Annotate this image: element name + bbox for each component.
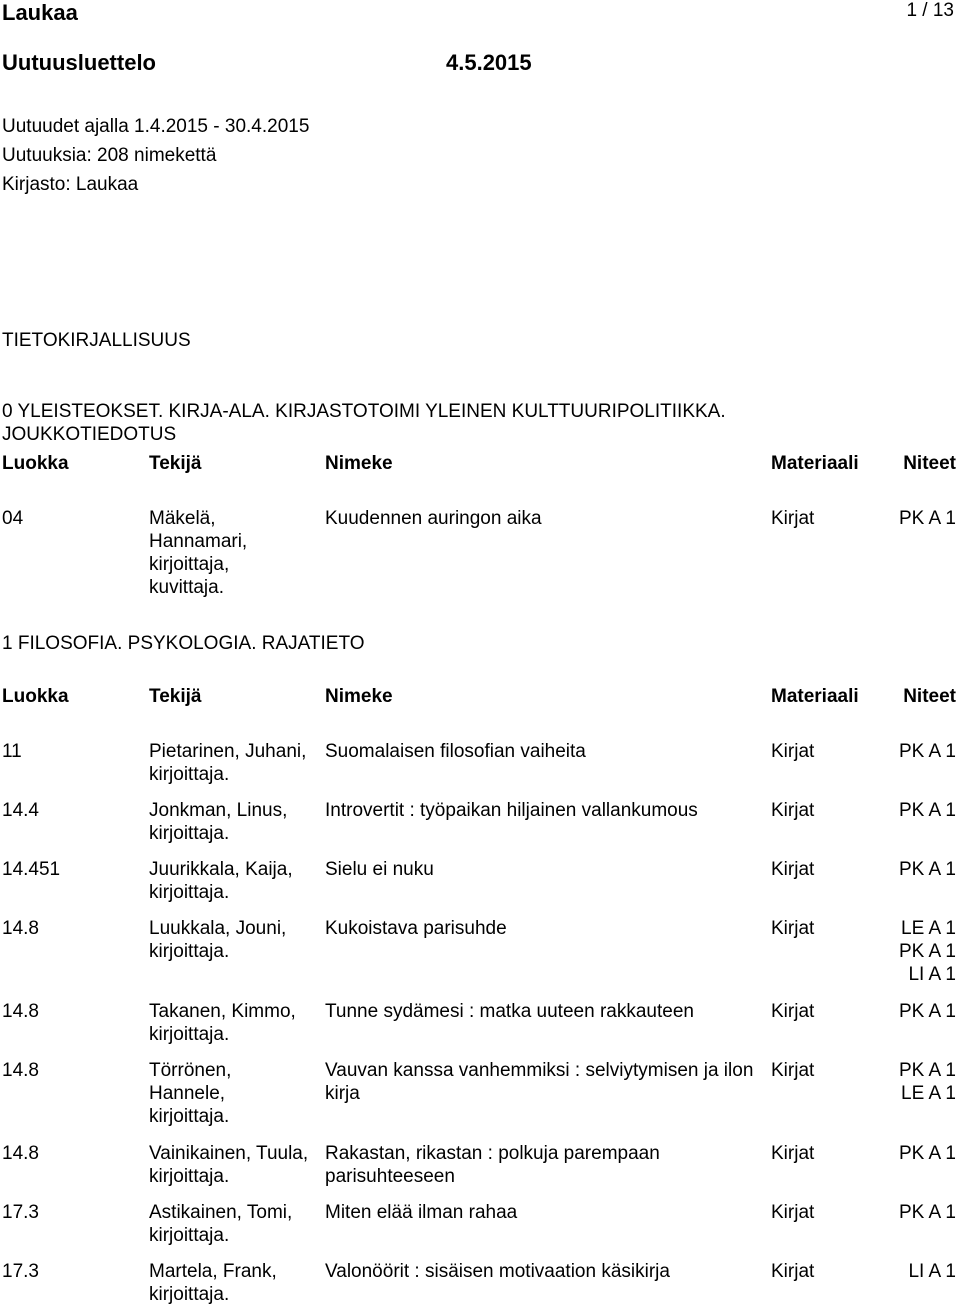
cell-luokka: 14.8	[2, 1060, 39, 1081]
cell-luokka: 14.451	[2, 859, 61, 880]
column-header-tekija: Tekijä	[149, 453, 202, 474]
cell-niteet: LI A 1	[908, 1261, 956, 1282]
column-header-nimeke: Nimeke	[325, 453, 393, 474]
cell-materiaali: Kirjat	[771, 1001, 815, 1022]
page-number: 1 / 13	[906, 0, 954, 21]
cell-tekija: Mäkelä, Hannamari, kirjoittaja, kuvittaja.	[149, 508, 248, 598]
cell-nimeke: Valonöörit : sisäisen motivaation käsikirja	[325, 1261, 670, 1282]
meta-period: Uutuudet ajalla 1.4.2015 - 30.4.2015	[2, 116, 310, 137]
cell-tekija: Takanen, Kimmo, kirjoittaja.	[149, 1001, 296, 1045]
cell-tekija: Törrönen, Hannele, kirjoittaja.	[149, 1060, 232, 1127]
cell-nimeke: Suomalaisen filosofian vaiheita	[325, 741, 586, 762]
cell-materiaali: Kirjat	[771, 1261, 815, 1282]
meta-library: Kirjasto: Laukaa	[2, 174, 139, 195]
column-header-niteet: Niteet	[903, 686, 956, 707]
cell-tekija: Astikainen, Tomi, kirjoittaja.	[149, 1202, 293, 1246]
cell-nimeke: Introvertit : työpaikan hiljainen vallankumous	[325, 800, 698, 821]
document-date: 4.5.2015	[446, 50, 532, 75]
cell-niteet: PK A 1	[898, 1001, 956, 1022]
cell-niteet: PK A 1	[898, 508, 956, 529]
column-header-materiaali: Materiaali	[771, 686, 859, 707]
cell-nimeke: Rakastan, rikastan : polkuja parempaan parisuhteeseen	[325, 1143, 660, 1187]
cell-tekija: Vainikainen, Tuula, kirjoittaja.	[149, 1143, 309, 1187]
cell-nimeke: Kukoistava parisuhde	[325, 918, 507, 939]
cell-luokka: 14.8	[2, 1143, 39, 1164]
cell-luokka: 14.4	[2, 800, 39, 821]
cell-materiaali: Kirjat	[771, 800, 815, 821]
library-name: Laukaa	[2, 0, 78, 25]
column-header-luokka: Luokka	[2, 686, 69, 707]
cell-nimeke: Tunne sydämesi : matka uuteen rakkauteen	[325, 1001, 694, 1022]
cell-materiaali: Kirjat	[771, 918, 815, 939]
cell-niteet: PK A 1	[898, 859, 956, 880]
cell-nimeke: Kuudennen auringon aika	[325, 508, 542, 529]
cell-niteet: PK A 1 LE A 1	[898, 1060, 956, 1104]
cell-materiaali: Kirjat	[771, 1143, 815, 1164]
column-header-tekija: Tekijä	[149, 686, 202, 707]
column-header-materiaali: Materiaali	[771, 453, 859, 474]
section-heading: 1 FILOSOFIA. PSYKOLOGIA. RAJATIETO	[2, 633, 365, 654]
column-header-niteet: Niteet	[903, 453, 956, 474]
cell-niteet: PK A 1	[898, 800, 956, 821]
cell-materiaali: Kirjat	[771, 859, 815, 880]
cell-luokka: 17.3	[2, 1202, 39, 1223]
section-heading: 0 YLEISTEOKSET. KIRJA-ALA. KIRJASTOTOIMI YLEINEN KULTTUURIPOLITIIKKA. JOUKKOTIEDOTUS	[2, 401, 726, 445]
category-heading: TIETOKIRJALLISUUS	[2, 330, 191, 351]
cell-tekija: Jonkman, Linus, kirjoittaja.	[149, 800, 288, 844]
cell-niteet: PK A 1	[898, 1143, 956, 1164]
cell-nimeke: Vauvan kanssa vanhemmiksi : selviytymisen ja ilon kirja	[325, 1060, 754, 1104]
cell-materiaali: Kirjat	[771, 508, 815, 529]
cell-tekija: Pietarinen, Juhani, kirjoittaja.	[149, 741, 307, 785]
cell-luokka: 14.8	[2, 918, 39, 939]
cell-materiaali: Kirjat	[771, 741, 815, 762]
cell-nimeke: Miten elää ilman rahaa	[325, 1202, 518, 1223]
cell-luokka: 14.8	[2, 1001, 39, 1022]
cell-niteet: PK A 1	[898, 741, 956, 762]
cell-luokka: 04	[2, 508, 24, 529]
column-header-nimeke: Nimeke	[325, 686, 393, 707]
cell-nimeke: Sielu ei nuku	[325, 859, 434, 880]
cell-tekija: Juurikkala, Kaija, kirjoittaja.	[149, 859, 293, 903]
meta-count: Uutuuksia: 208 nimekettä	[2, 145, 217, 166]
cell-materiaali: Kirjat	[771, 1060, 815, 1081]
cell-niteet: PK A 1	[898, 1202, 956, 1223]
cell-luokka: 11	[2, 741, 22, 762]
cell-materiaali: Kirjat	[771, 1202, 815, 1223]
cell-tekija: Luukkala, Jouni, kirjoittaja.	[149, 918, 287, 962]
column-header-luokka: Luokka	[2, 453, 69, 474]
document-title: Uutuusluettelo	[2, 50, 156, 75]
cell-niteet: LE A 1 PK A 1 LI A 1	[898, 918, 956, 985]
cell-luokka: 17.3	[2, 1261, 39, 1282]
cell-tekija: Martela, Frank, kirjoittaja.	[149, 1261, 277, 1305]
